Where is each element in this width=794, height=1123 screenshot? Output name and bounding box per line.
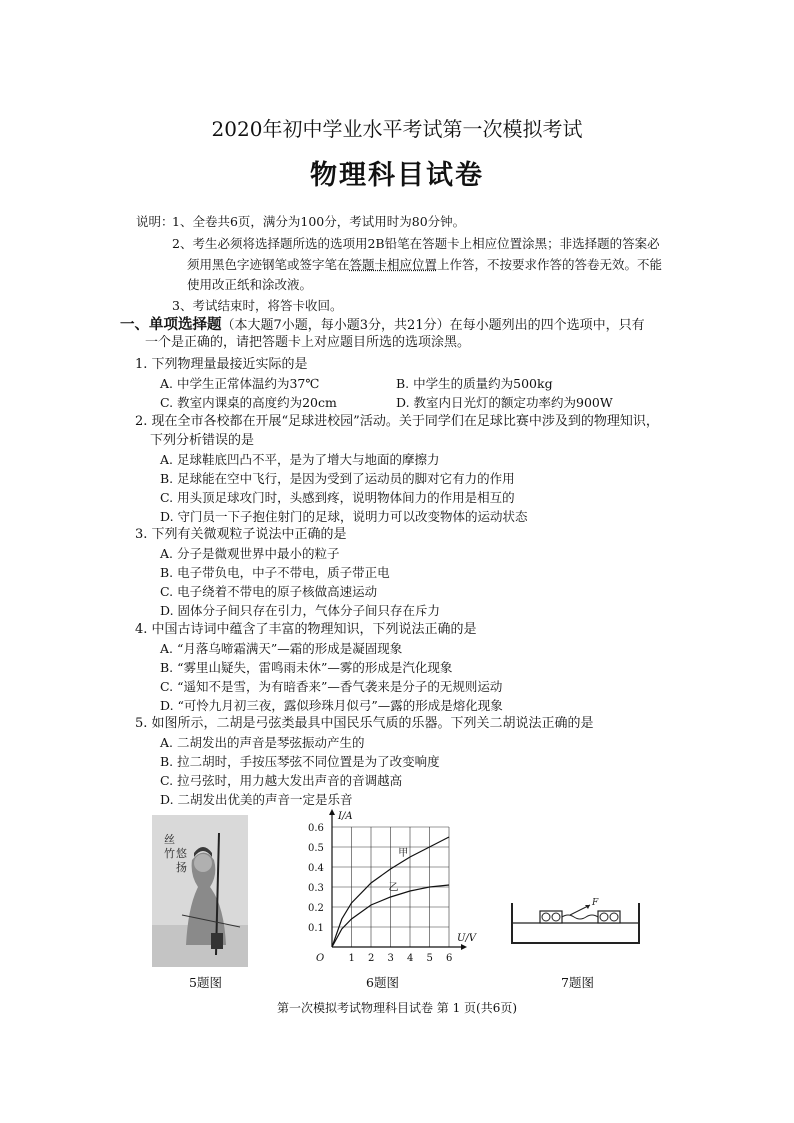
instruction-line-3 bbox=[187, 257, 662, 272]
series-label-2: 乙 bbox=[388, 882, 399, 894]
figure-7-caption: 7题图 bbox=[561, 975, 594, 990]
block-right bbox=[598, 911, 620, 923]
y-tick-label: 0.6 bbox=[308, 823, 324, 834]
question-5-stem: 5. 如图所示，二胡是弓弦类最具中国民乐气质的乐器。下列关二胡说法正确的是 bbox=[135, 716, 594, 731]
y-tick-label: 0.1 bbox=[308, 923, 324, 934]
section-title: 一、单项选择题 bbox=[120, 316, 222, 333]
x-tick-label: 2 bbox=[368, 953, 375, 964]
y-tick-label: 0.5 bbox=[308, 843, 324, 854]
x-tick-label: 3 bbox=[387, 953, 394, 964]
question-3-option-a: A. 分子是微观世界中最小的粒子 bbox=[160, 546, 340, 561]
instruction-line-3a: 须用黑色字迹钢笔或签字笔在 bbox=[187, 257, 350, 272]
x-tick-label: 5 bbox=[426, 953, 433, 964]
section-heading bbox=[120, 316, 645, 334]
instruction-line-4: 使用改正纸和涂改液。 bbox=[187, 277, 313, 292]
connecting-spring bbox=[562, 915, 598, 919]
iu-chart bbox=[300, 805, 480, 970]
instruction-line-5: 3、考试结束时，将答卡收回。 bbox=[172, 298, 343, 313]
question-3-option-d: D. 固体分子间只存在引力，气体分子间只存在斥力 bbox=[160, 603, 441, 618]
y-tick-label: 0.2 bbox=[308, 903, 324, 914]
question-2-option-c: C. 用头顶足球攻门时，头感到疼，说明物体间力的作用是相互的 bbox=[160, 490, 515, 505]
series-label-1: 甲 bbox=[398, 847, 409, 859]
calligraphy-char-4: 扬 bbox=[176, 861, 187, 874]
question-4-option-a: A. “月落乌啼霜满天”—霜的形成是凝固现象 bbox=[160, 641, 403, 656]
y-tick-label: 0.3 bbox=[308, 883, 324, 894]
question-2-option-d: D. 守门员一下子抱住射门的足球，说明力可以改变物体的运动状态 bbox=[160, 509, 528, 524]
figure-5-caption: 5题图 bbox=[189, 975, 222, 990]
page-footer: 第一次模拟考试物理科目试卷 第 1 页(共6页) bbox=[276, 1001, 518, 1015]
instruction-line-1: 1、全卷共6页，满分为100分，考试用时为80分钟。 bbox=[172, 214, 466, 229]
question-4-stem: 4. 中国古诗词中蕴含了丰富的物理知识，下列说法正确的是 bbox=[135, 622, 477, 637]
question-2-stem-2: 下列分析错误的是 bbox=[150, 433, 255, 448]
section-desc-1: （本大题7小题，每小题3分，共21分）在每小题列出的四个选项中，只有 bbox=[221, 318, 645, 333]
instruction-line-2: 2、考生必须将选择题所选的选项用2B铅笔在答题卡上相应位置涂黑；非选择题的答案必 bbox=[172, 236, 660, 251]
y-tick-label: 0.4 bbox=[308, 863, 324, 874]
question-1-option-c: C. 教室内课桌的高度约为20cm bbox=[160, 395, 337, 410]
y-axis-arrow bbox=[329, 809, 335, 815]
exam-title: 2020年初中学业水平考试第一次模拟考试 bbox=[211, 117, 583, 141]
x-tick-label: 1 bbox=[348, 953, 355, 964]
question-1-option-b: B. 中学生的质量约为500kg bbox=[396, 376, 553, 391]
question-5-option-b: B. 拉二胡时，手按压琴弦不同位置是为了改变响度 bbox=[160, 754, 440, 769]
figure-6-caption: 6题图 bbox=[366, 975, 399, 990]
question-3-option-c: C. 电子绕着不带电的原子核做高速运动 bbox=[160, 584, 378, 599]
block-left bbox=[540, 911, 562, 923]
question-2-option-b: B. 足球能在空中飞行，是因为受到了运动员的脚对它有力的作用 bbox=[160, 471, 515, 486]
x-tick-label: 6 bbox=[446, 953, 453, 964]
pulley-blocks-diagram bbox=[508, 893, 643, 948]
instruction-line-3c: 上作答，不按要求作答的答卷无效。不能 bbox=[437, 257, 663, 272]
question-2-stem-1: 2. 现在全市各校都在开展“足球进校园”活动。关于同学们在足球比赛中涉及到的物理知识， bbox=[135, 414, 659, 429]
instruction-emphasis: 答题卡相应位置 bbox=[349, 257, 438, 272]
question-1-option-d: D. 教室内日光灯的额定功率约为900W bbox=[396, 395, 613, 410]
question-1-option-a: A. 中学生正常体温约为37℃ bbox=[160, 376, 320, 391]
question-5-option-a: A. 二胡发出的声音是琴弦振动产生的 bbox=[160, 735, 365, 750]
x-tick-label: 4 bbox=[407, 953, 414, 964]
question-4-option-c: C. “遥知不是雪，为有暗香来”—香气袭来是分子的无规则运动 bbox=[160, 679, 503, 694]
question-5-option-c: C. 拉弓弦时，用力越大发出声音的音调越高 bbox=[160, 773, 403, 788]
erhu-photo bbox=[152, 815, 248, 967]
question-3-option-b: B. 电子带负电，中子不带电，质子带正电 bbox=[160, 565, 390, 580]
question-1-stem: 1. 下列物理量最接近实际的是 bbox=[135, 357, 308, 372]
section-desc-2: 一个是正确的，请把答题卡上对应题目所选的选项涂黑。 bbox=[145, 335, 471, 350]
question-5-option-d: D. 二胡发出优美的声音一定是乐音 bbox=[160, 792, 353, 807]
calligraphy-char-3: 悠 bbox=[176, 847, 187, 860]
question-4-option-d: D. “可怜九月初三夜，露似珍珠月似弓”—露的形成是熔化现象 bbox=[160, 698, 503, 713]
instructions-label: 说明： bbox=[136, 214, 174, 229]
paper-subtitle: 物理科目试卷 bbox=[310, 160, 484, 191]
force-label: F bbox=[592, 898, 599, 908]
calligraphy-char-2: 竹 bbox=[164, 847, 175, 860]
x-axis-label: U/V bbox=[457, 933, 477, 944]
question-3-stem: 3. 下列有关微观粒子说法中正确的是 bbox=[135, 527, 347, 542]
chart-plot-area bbox=[308, 809, 478, 964]
y-axis-label: I/A bbox=[338, 811, 353, 822]
origin-label: O bbox=[316, 953, 325, 964]
question-2-option-a: A. 足球鞋底凹凸不平，是为了增大与地面的摩擦力 bbox=[160, 452, 440, 467]
calligraphy-char-1: 丝 bbox=[164, 833, 175, 846]
question-4-option-b: B. “雾里山疑失，雷鸣雨未休”—雾的形成是汽化现象 bbox=[160, 660, 453, 675]
x-axis-arrow bbox=[461, 944, 467, 950]
